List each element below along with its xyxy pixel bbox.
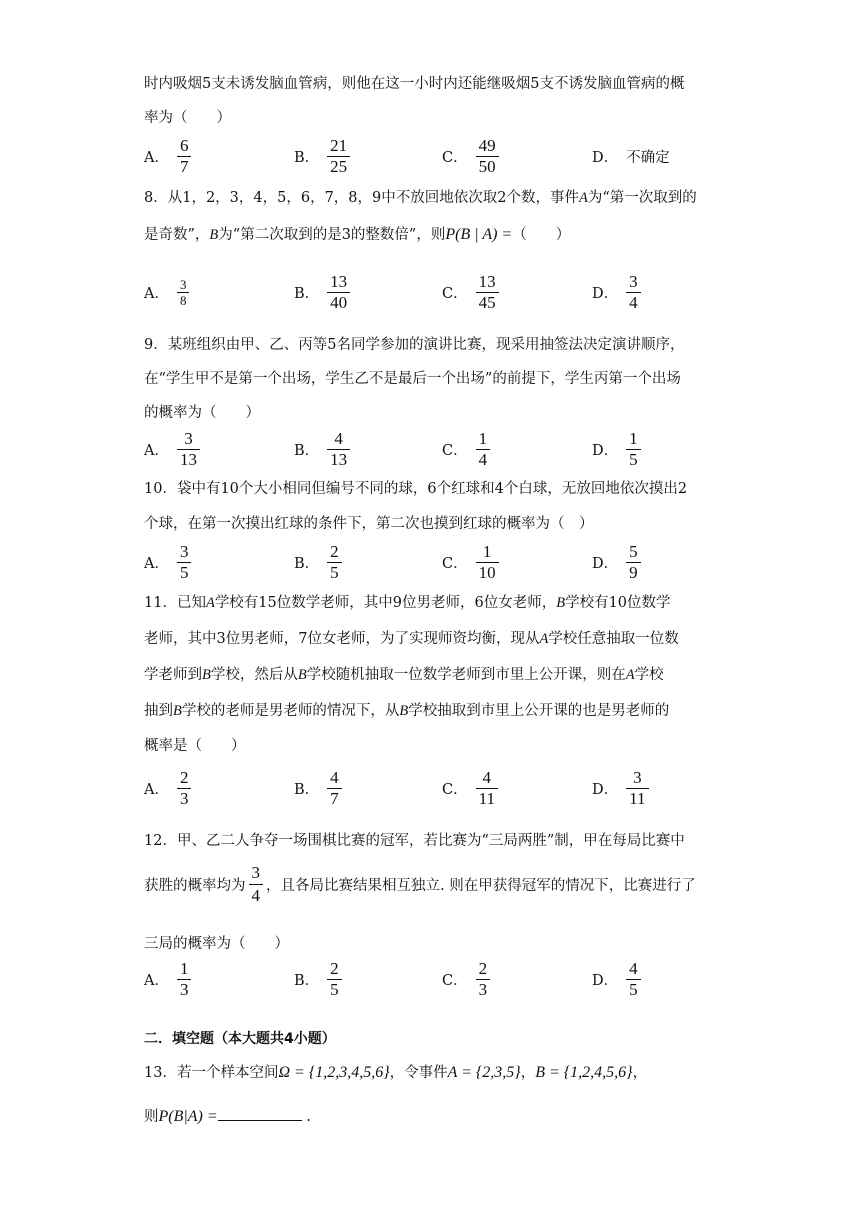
conditional-probability-formula: P(B | A) =: [445, 226, 513, 243]
fraction: $\frac{3}{5}$: [177, 542, 192, 583]
q10-text-line2: 个球，在第一次摸出红球的条件下，第二次也摸到红球的概率为（ ）: [144, 516, 594, 532]
q9-text-line2: 在“学生甲不是第一个出场，学生乙不是最后一个出场”的前提下，学生丙第一个出场: [144, 371, 681, 387]
q11-text-line1: 11．已知A学校有15位数学老师，其中9位男老师，6位女老师，B学校有10位数学: [144, 595, 671, 611]
q8-option-b[interactable]: B． $\frac{13}{40}$: [294, 268, 350, 316]
q9-options: [144, 425, 764, 473]
q12-option-d[interactable]: D． $\frac{4}{5}$: [592, 955, 641, 1003]
q8-option-c[interactable]: C． $\frac{13}{45}$: [442, 268, 499, 316]
fraction: $\frac{3}{11}$: [626, 768, 648, 809]
fraction: $\frac{2}{5}$: [327, 959, 342, 1000]
fraction: $\frac{21}{25}$: [327, 136, 350, 177]
q7-option-a[interactable]: A． $\frac{6}{7}$: [144, 132, 191, 180]
q11-option-c[interactable]: C． $\frac{4}{11}$: [442, 764, 498, 812]
q12-option-a[interactable]: A． $\frac{1}{3}$: [144, 955, 191, 1003]
fraction: $\frac{2}{5}$: [327, 542, 342, 583]
q8-text-line2: 是奇数”，B为“第二次取到的是3的整数倍”，则P(B | A) =（ ）: [144, 226, 571, 243]
q8-text-line1: 8．从1，2，3，4，5，6，7，8，9中不放回地依次取2个数，事件A为“第一次取到的: [144, 190, 697, 206]
q12-options: [144, 955, 764, 1003]
q9-option-b[interactable]: B． $\frac{4}{13}$: [294, 425, 350, 473]
fraction: $\frac{4}{7}$: [327, 768, 342, 809]
conditional-probability-formula: P(B|A) =: [158, 1108, 218, 1125]
q12-text-line1: 12．甲、乙二人争夺一场围棋比赛的冠军，若比赛为“三局两胜”制，甲在每局比赛中: [144, 833, 685, 849]
fraction: $\frac{2}{3}$: [177, 768, 192, 809]
q13-text-line1: 13．若一个样本空间Ω = {1,2,3,4,5,6}，令事件A = {2,3,5}，B = {1,2,4,5,6}，: [144, 1064, 648, 1081]
q8-option-d[interactable]: D． $\frac{3}{4}$: [592, 268, 641, 316]
q10-option-d[interactable]: D． $\frac{5}{9}$: [592, 538, 641, 586]
q13-text-line2: 则P(B|A) = .: [144, 1104, 311, 1126]
q12-text-line2: 获胜的概率均为 $\frac{3}{4}$ ，且各局比赛结果相互独立. 则在甲获得冠军的情况下，比赛进行了: [144, 862, 696, 905]
fraction: $\frac{1}{5}$: [626, 429, 641, 470]
q8-option-a[interactable]: A． $\frac{3}{8}$: [144, 268, 189, 316]
q9-option-a[interactable]: A． $\frac{3}{13}$: [144, 425, 200, 473]
fraction: $\frac{4}{11}$: [476, 768, 498, 809]
q12-option-b[interactable]: B． $\frac{2}{5}$: [294, 955, 342, 1003]
q7-option-d[interactable]: D． 不确定: [592, 149, 670, 166]
q11-option-a[interactable]: A． $\frac{2}{3}$: [144, 764, 191, 812]
q7-option-c[interactable]: C． $\frac{49}{50}$: [442, 132, 499, 180]
fraction: $\frac{4}{5}$: [626, 959, 641, 1000]
q11-text-line3: 学老师到B学校，然后从B学校随机抽取一位数学老师到市里上公开课，则在A学校: [144, 667, 664, 683]
q11-option-d[interactable]: D． $\frac{3}{11}$: [592, 764, 649, 812]
fraction: $\frac{4}{13}$: [327, 429, 350, 470]
fraction: $\frac{1}{10}$: [476, 542, 499, 583]
event-b-set: B = {1,2,4,5,6}: [535, 1064, 633, 1081]
q7-text-line2: 率为（ ）: [144, 110, 231, 126]
fraction: $\frac{1}{4}$: [476, 429, 491, 470]
q10-option-c[interactable]: C． $\frac{1}{10}$: [442, 538, 499, 586]
answer-blank[interactable]: [218, 1104, 302, 1121]
q10-option-a[interactable]: A． $\frac{3}{5}$: [144, 538, 191, 586]
fraction: $\frac{5}{9}$: [626, 542, 641, 583]
sample-space: Ω = {1,2,3,4,5,6}: [278, 1064, 390, 1081]
q10-text-line1: 10．袋中有10个大小相同但编号不同的球，6个红球和4个白球，无放回地依次摸出2: [144, 481, 688, 497]
q7-options: [144, 132, 764, 180]
fraction: $\frac{3}{8}$: [177, 277, 190, 308]
q9-text-line1: 9．某班组织由甲、乙、丙等5名同学参加的演讲比赛，现采用抽签法决定演讲顺序，: [144, 337, 685, 353]
fraction: $\frac{13}{40}$: [327, 272, 350, 313]
q9-option-d[interactable]: D． $\frac{1}{5}$: [592, 425, 641, 473]
q8-options: [144, 268, 764, 316]
fraction: $\frac{3}{13}$: [177, 429, 200, 470]
q11-option-b[interactable]: B． $\frac{4}{7}$: [294, 764, 342, 812]
fraction: $\frac{3}{4}$: [626, 272, 641, 313]
q10-options: [144, 538, 764, 586]
section-title: 二．填空题（本大题共4小题）: [144, 1031, 336, 1047]
fraction: $\frac{1}{3}$: [177, 959, 192, 1000]
q10-option-b[interactable]: B． $\frac{2}{5}$: [294, 538, 342, 586]
fraction: $\frac{3}{4}$: [249, 862, 264, 907]
q11-text-line2: 老师，其中3位男老师，7位女老师，为了实现师资均衡，现从A学校任意抽取一位数: [144, 631, 679, 647]
q11-text-line4: 抽到B学校的老师是男老师的情况下，从B学校抽取到市里上公开课的也是男老师的: [144, 703, 670, 719]
q9-text-line3: 的概率为（ ）: [144, 405, 260, 421]
fraction: $\frac{13}{45}$: [476, 272, 499, 313]
q11-options: [144, 764, 764, 812]
q11-text-line5: 概率是（ ）: [144, 738, 246, 754]
q7-text-line1: 时内吸烟5支未诱发脑血管病，则他在这一小时内还能继吸烟5支不诱发脑血管病的概: [144, 76, 685, 92]
event-a-set: A = {2,3,5}: [447, 1064, 521, 1081]
q12-text-line3: 三局的概率为（ ）: [144, 936, 289, 952]
q7-option-b[interactable]: B． $\frac{21}{25}$: [294, 132, 350, 180]
fraction: $\frac{49}{50}$: [476, 136, 499, 177]
q9-option-c[interactable]: C． $\frac{1}{4}$: [442, 425, 490, 473]
fraction: $\frac{2}{3}$: [476, 959, 491, 1000]
q12-option-c[interactable]: C． $\frac{2}{3}$: [442, 955, 490, 1003]
fraction: $\frac{6}{7}$: [177, 136, 192, 177]
